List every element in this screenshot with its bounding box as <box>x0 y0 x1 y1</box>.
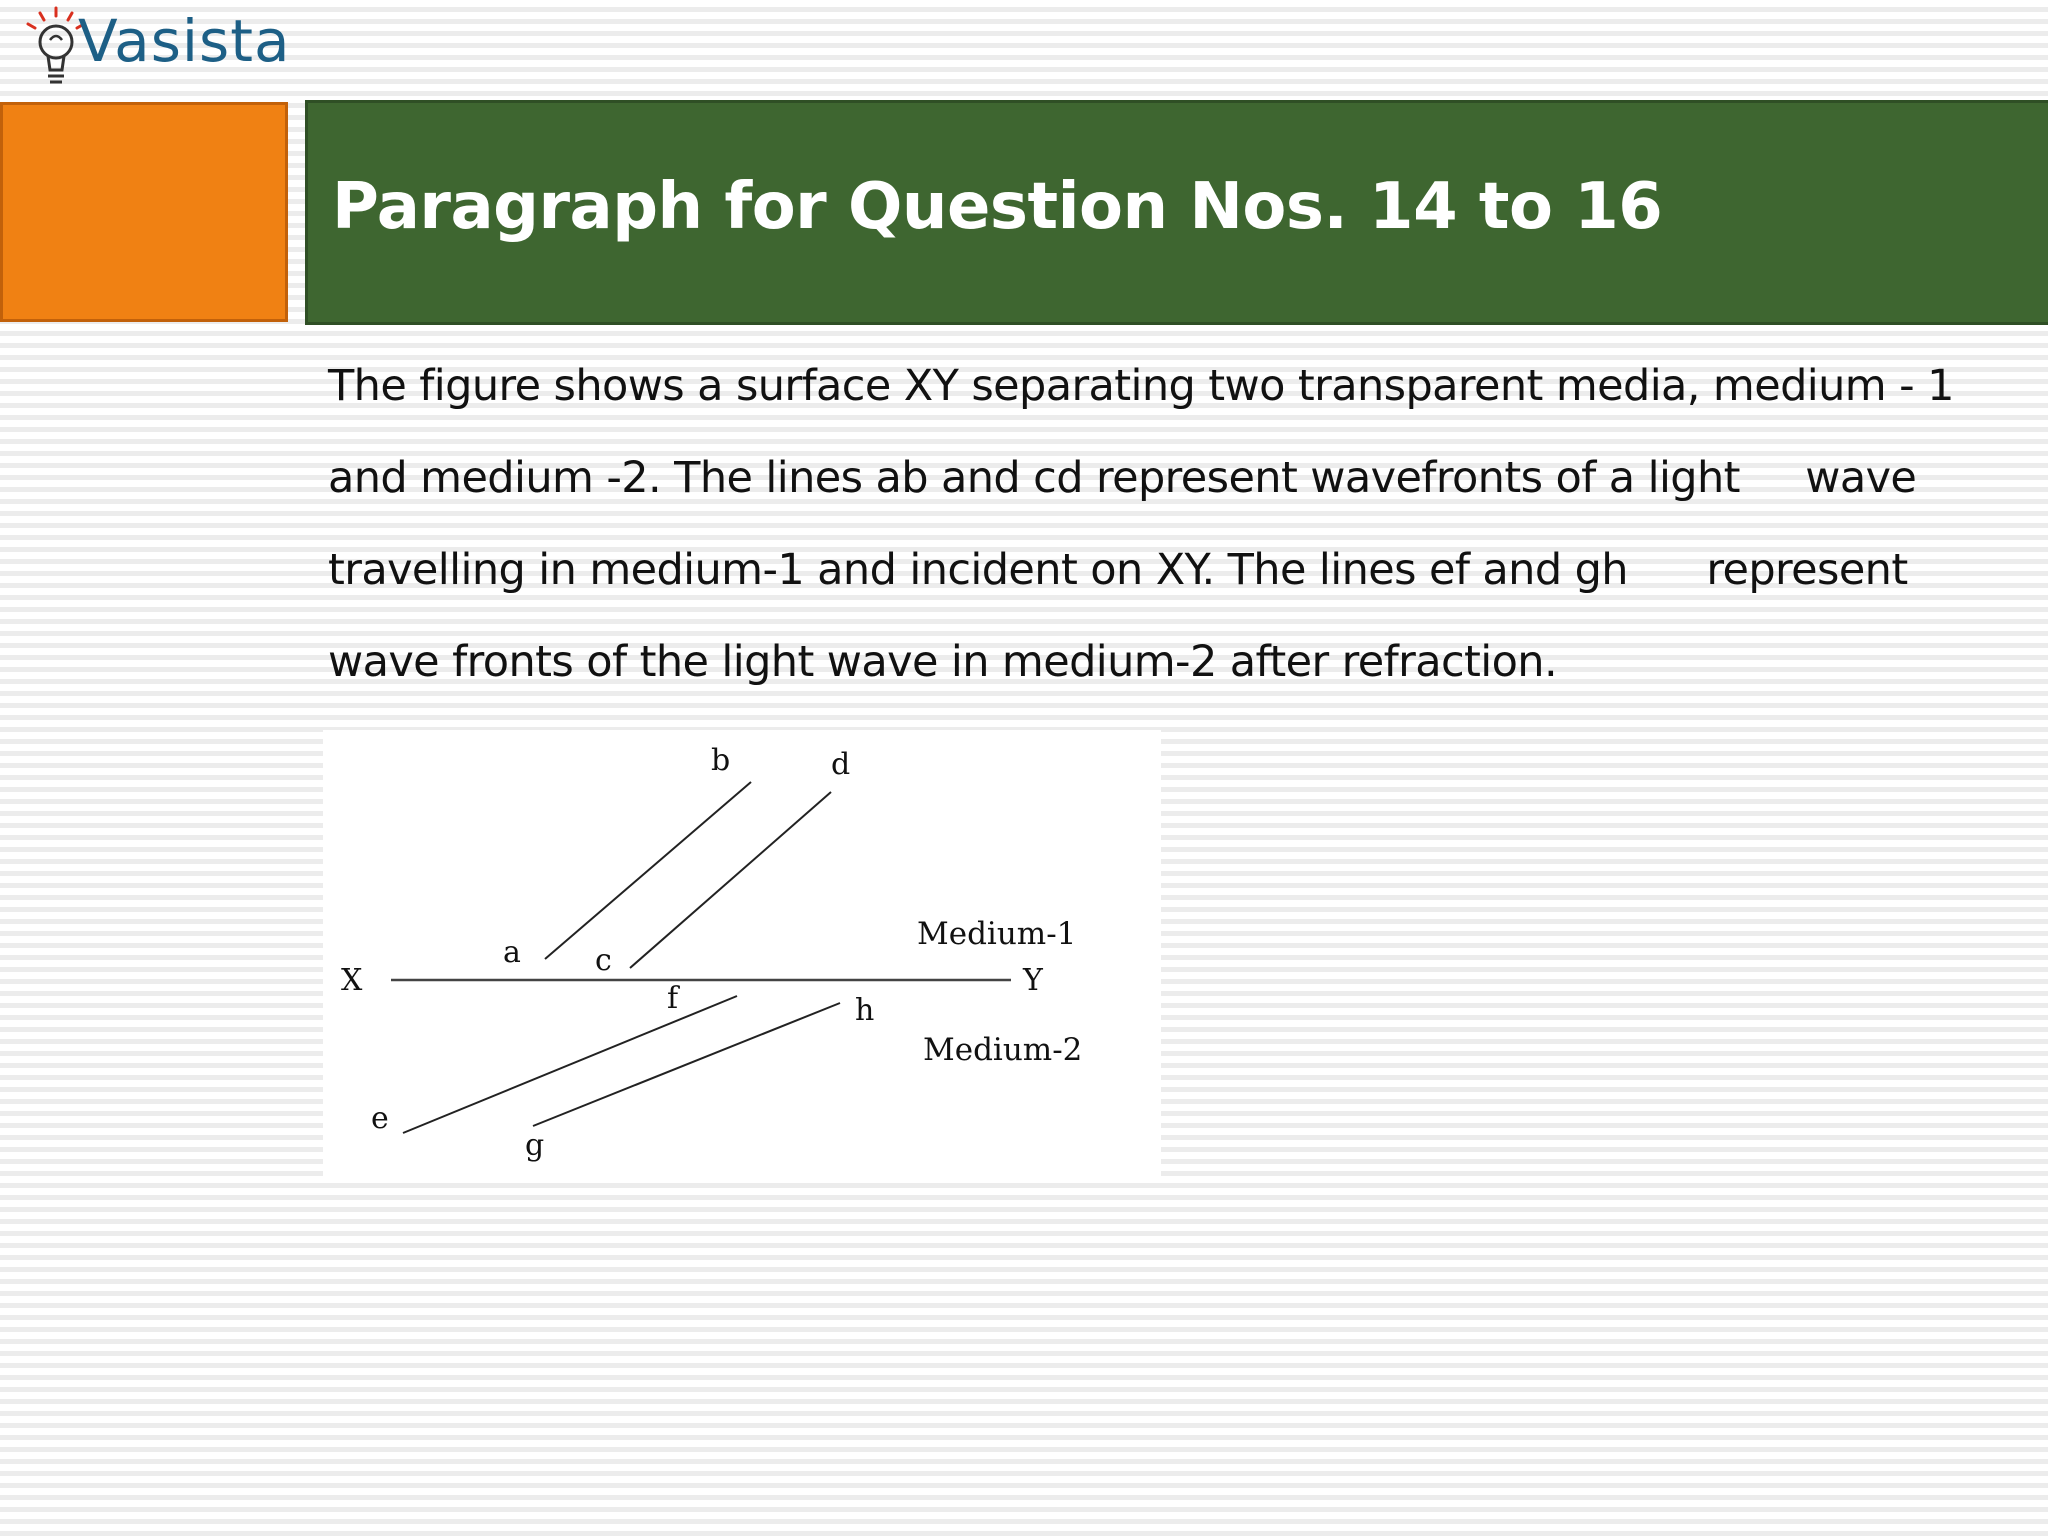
paragraph-line: and medium -2. The lines ab and cd represent wavefronts of a light wave <box>328 453 1917 503</box>
wavefront-cd <box>630 792 831 968</box>
label-g: g <box>525 1128 545 1163</box>
paragraph-line: travelling in medium-1 and incident on XY. The lines ef and gh represent <box>328 545 1908 595</box>
label-medium-2: Medium-2 <box>923 1032 1083 1068</box>
wavefront-ab <box>545 782 751 959</box>
label-medium-1: Medium-1 <box>917 916 1077 952</box>
label-e: e <box>371 1101 389 1136</box>
label-c: c <box>595 943 612 978</box>
label-y: Y <box>1023 963 1043 998</box>
title-bar <box>305 100 2048 325</box>
paragraph-line: The figure shows a surface XY separating two transparent media, medium - 1 <box>328 361 1954 411</box>
label-f: f <box>667 981 679 1016</box>
wavefront-gh <box>533 1003 840 1126</box>
paragraph-line: wave fronts of the light wave in medium-2 after refraction. <box>328 637 1558 687</box>
vasista-logo <box>20 4 290 96</box>
logo-text: Vasista <box>78 7 291 75</box>
label-h: h <box>855 993 875 1028</box>
label-a: a <box>503 935 521 970</box>
label-d: d <box>831 747 851 782</box>
wavefront-diagram <box>323 730 1161 1182</box>
orange-accent-box <box>0 102 288 322</box>
paragraph <box>328 340 2028 708</box>
label-b: b <box>711 743 731 778</box>
slide-title: Paragraph for Question Nos. 14 to 16 <box>332 170 1663 244</box>
label-x: X <box>341 963 363 998</box>
